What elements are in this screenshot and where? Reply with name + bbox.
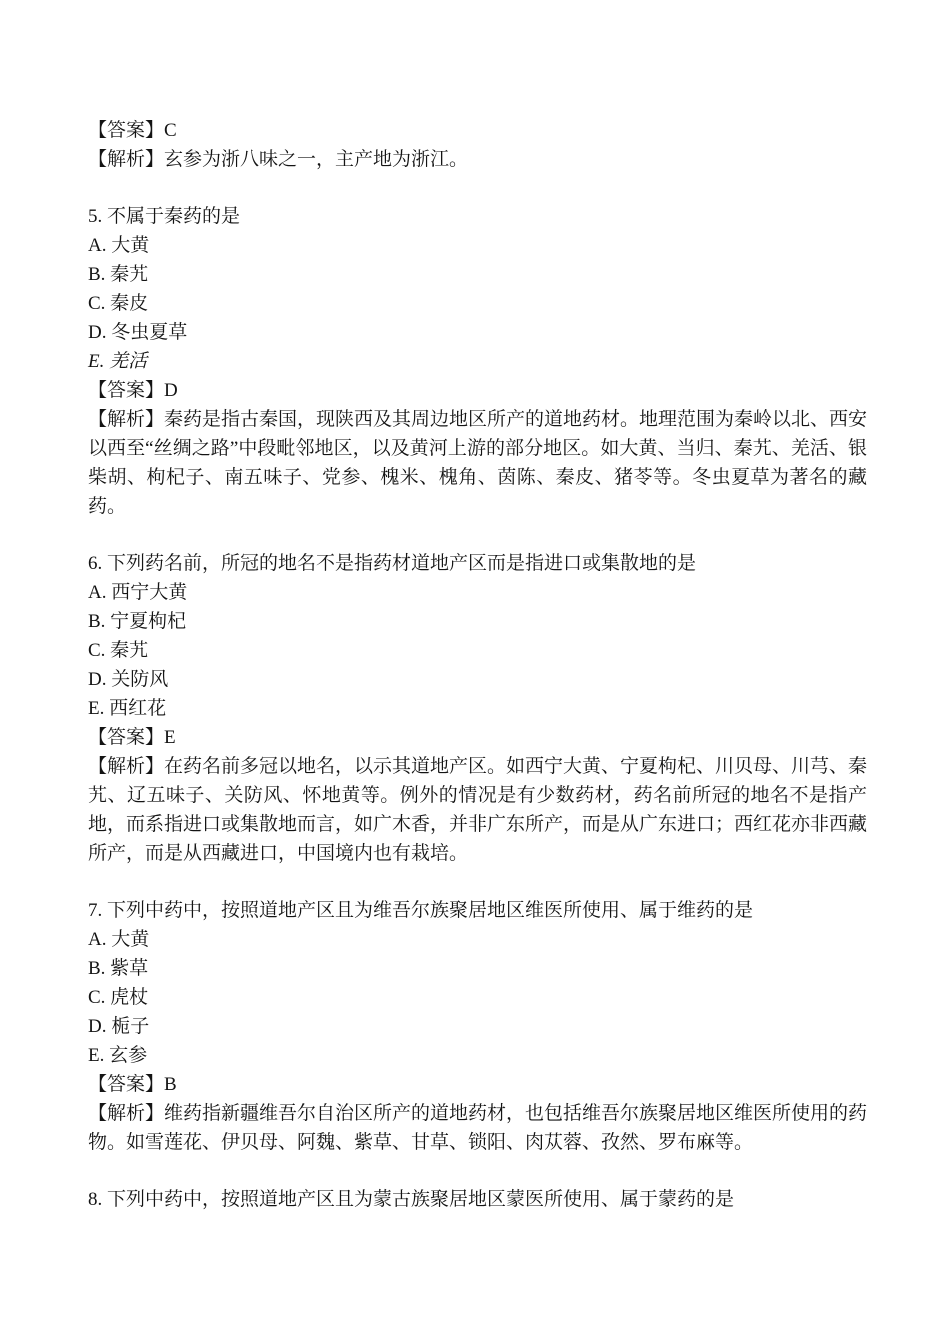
option-d: D. 冬虫夏草: [88, 322, 188, 343]
option-d: D. 关防风: [88, 669, 169, 690]
option-c: C. 虎杖: [88, 987, 149, 1008]
block-spacer: [88, 868, 867, 896]
option-b: B. 宁夏枸杞: [88, 611, 187, 632]
answer-line: 【答案】B: [88, 1074, 177, 1095]
block-spacer: [88, 174, 867, 202]
question-8-block: [88, 1185, 867, 1214]
question-stem: 7. 下列中药中，按照道地产区且为维吾尔族聚居地区维医所使用、属于维药的是: [88, 900, 754, 921]
block-spacer: [88, 1157, 867, 1185]
question-stem: 5. 不属于秦药的是: [88, 206, 241, 227]
option-e: E. 羌活: [88, 351, 148, 372]
previous-question-block: [88, 116, 867, 174]
question-7-block: [88, 896, 867, 1157]
answer-line: 【答案】E: [88, 727, 176, 748]
option-e: E. 西红花: [88, 698, 167, 719]
analysis-text: 【解析】维药指新疆维吾尔自治区所产的道地药材，也包括维吾尔族聚居地区维医所使用的药物。如雪莲花、伊贝母、阿魏、紫草、甘草、锁阳、肉苁蓉、孜然、罗布麻等。: [88, 1103, 868, 1153]
answer-line: 【答案】D: [88, 380, 178, 401]
option-a: A. 大黄: [88, 929, 150, 950]
analysis-text: 【解析】玄参为浙八味之一，主产地为浙江。: [88, 149, 469, 170]
question-5-block: [88, 202, 867, 521]
option-d: D. 栀子: [88, 1016, 150, 1037]
option-c: C. 秦艽: [88, 640, 149, 661]
document-content: [88, 116, 867, 1214]
option-b: B. 秦艽: [88, 264, 149, 285]
question-stem: 6. 下列药名前，所冠的地名不是指药材道地产区而是指进口或集散地的是: [88, 553, 697, 574]
block-spacer: [88, 521, 867, 549]
question-stem: 8. 下列中药中，按照道地产区且为蒙古族聚居地区蒙医所使用、属于蒙药的是: [88, 1189, 735, 1210]
analysis-text: 【解析】在药名前多冠以地名，以示其道地产区。如西宁大黄、宁夏枸杞、川贝母、川芎、秦艽、辽五味子、关防风、怀地黄等。例外的情况是有少数药材，药名前所冠的地名不是指产地，而系指进口或集散地而言，如广木香，并非广东所产，而是从广东进口；西红花亦非西藏所产，而是从西藏进口，中国境内也有栽培。: [88, 756, 868, 864]
option-a: A. 大黄: [88, 235, 150, 256]
option-c: C. 秦皮: [88, 293, 149, 314]
analysis-text: 【解析】秦药是指古秦国，现陕西及其周边地区所产的道地药材。地理范围为秦岭以北、西安以西至“丝绸之路”中段毗邻地区，以及黄河上游的部分地区。如大黄、当归、秦艽、羌活、银柴胡、枸杞子、南五味子、党参、槐米、槐角、茵陈、秦皮、猪苓等。冬虫夏草为著名的藏药。: [88, 409, 868, 517]
answer-line: 【答案】C: [88, 120, 177, 141]
option-e: E. 玄参: [88, 1045, 148, 1066]
option-b: B. 紫草: [88, 958, 149, 979]
option-a: A. 西宁大黄: [88, 582, 188, 603]
question-6-block: [88, 549, 867, 868]
